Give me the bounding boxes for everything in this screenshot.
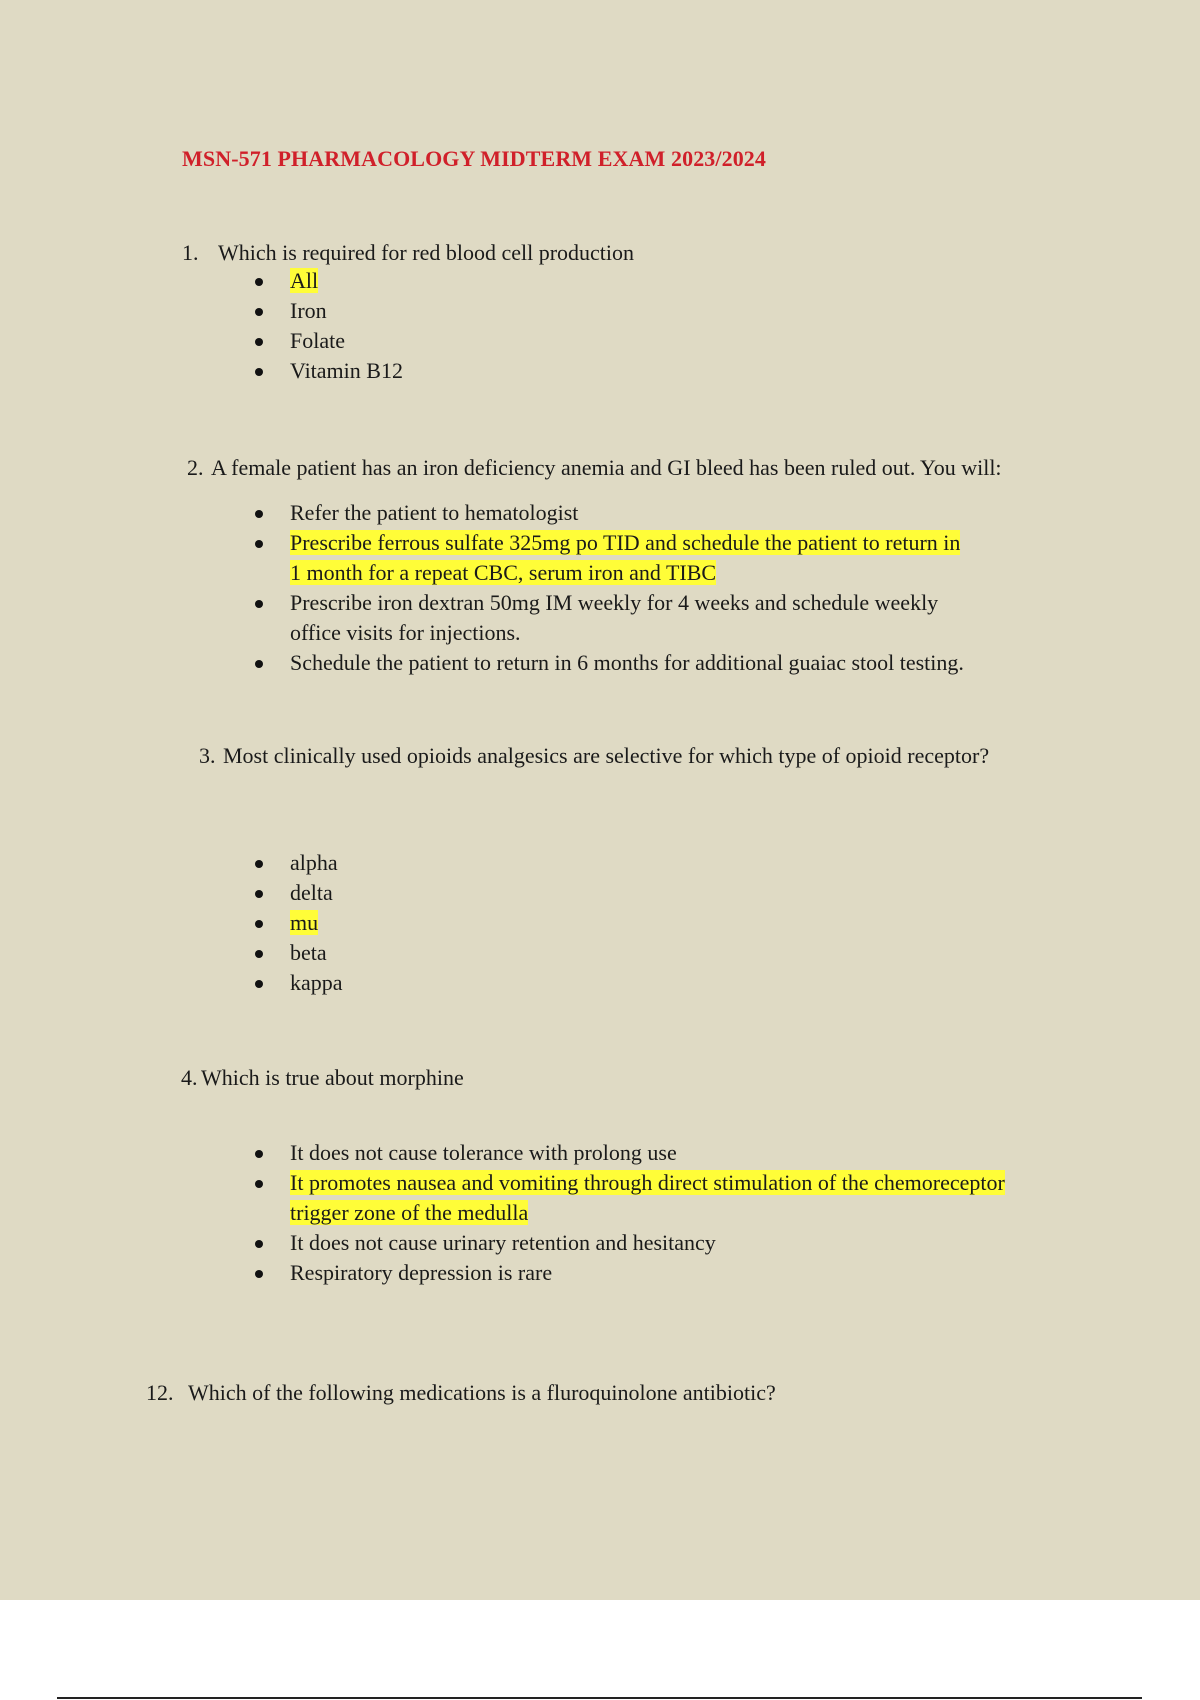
bullet-icon	[255, 1180, 263, 1188]
bullet-icon	[255, 860, 263, 868]
question-2	[187, 453, 1002, 483]
bullet-icon	[255, 660, 263, 668]
bullet-icon	[255, 950, 263, 958]
option-text: kappa	[290, 970, 343, 995]
footer-divider	[57, 1697, 1142, 1699]
bullet-icon	[255, 1240, 263, 1248]
option-text: Schedule the patient to return in 6 months for additional guaiac stool testing.	[290, 650, 964, 675]
bullet-icon	[255, 1270, 263, 1278]
option-text: All	[290, 268, 319, 293]
option-item	[0, 356, 1090, 386]
option-text: mu	[290, 910, 319, 935]
option-text: Folate	[290, 328, 345, 353]
bullet-icon	[255, 308, 263, 316]
option-text: office visits for injections.	[290, 620, 521, 645]
bullet-icon	[255, 890, 263, 898]
options-list	[0, 1138, 1090, 1288]
bullet-icon	[255, 1150, 263, 1158]
question-number: 1.	[182, 240, 199, 265]
question-text: Which is true about morphine	[201, 1065, 464, 1090]
option-item	[0, 528, 1090, 588]
option-text: trigger zone of the medulla	[290, 1200, 529, 1225]
bullet-icon	[255, 540, 263, 548]
question-12	[146, 1378, 776, 1408]
option-item	[0, 266, 1090, 296]
option-item	[0, 1168, 1090, 1228]
question-text: Which of the following medications is a fluroquinolone antibiotic?	[188, 1380, 776, 1405]
question-text: Most clinically used opioids analgesics are selective for which type of opioid receptor?	[223, 743, 990, 768]
option-item	[0, 938, 1090, 968]
option-text: It does not cause tolerance with prolong use	[290, 1140, 677, 1165]
question-number: 2.	[187, 455, 204, 480]
option-item	[0, 878, 1090, 908]
option-text: Prescribe ferrous sulfate 325mg po TID and schedule the patient to return in	[290, 530, 961, 555]
question-4	[181, 1063, 464, 1093]
options-list	[0, 266, 1090, 386]
bullet-icon	[255, 368, 263, 376]
option-text: Prescribe iron dextran 50mg IM weekly for 4 weeks and schedule weekly	[290, 590, 939, 615]
question-text: Which is required for red blood cell production	[218, 240, 635, 265]
option-item	[0, 498, 1090, 528]
option-text: delta	[290, 880, 333, 905]
option-item	[0, 296, 1090, 326]
question-number: 3.	[199, 743, 216, 768]
option-item	[0, 588, 1090, 648]
bullet-icon	[255, 920, 263, 928]
option-item	[0, 968, 1090, 998]
bullet-icon	[255, 600, 263, 608]
option-item	[0, 1228, 1090, 1258]
option-item	[0, 648, 1090, 678]
bullet-icon	[255, 278, 263, 286]
question-number: 12.	[146, 1380, 174, 1405]
bullet-icon	[255, 338, 263, 346]
option-text: beta	[290, 940, 327, 965]
bullet-icon	[255, 980, 263, 988]
option-text: Refer the patient to hematologist	[290, 500, 579, 525]
question-1	[182, 238, 634, 268]
option-item	[0, 326, 1090, 356]
options-list	[0, 498, 1090, 678]
question-text: A female patient has an iron deficiency anemia and GI bleed has been ruled out. You will:	[211, 455, 1002, 480]
option-text: It promotes nausea and vomiting through direct stimulation of the chemoreceptor	[290, 1170, 1005, 1195]
question-3	[199, 741, 989, 771]
options-list	[0, 848, 1090, 998]
option-text: 1 month for a repeat CBC, serum iron and TIBC	[290, 560, 717, 585]
option-item	[0, 1258, 1090, 1288]
option-item	[0, 908, 1090, 938]
option-text: Respiratory depression is rare	[290, 1260, 553, 1285]
option-text: alpha	[290, 850, 338, 875]
option-text: It does not cause urinary retention and hesitancy	[290, 1230, 716, 1255]
page-title: MSN-571 PHARMACOLOGY MIDTERM EXAM 2023/2024	[182, 146, 767, 171]
option-item	[0, 1138, 1090, 1168]
question-number: 4.	[181, 1065, 198, 1090]
option-text: Iron	[290, 298, 327, 323]
bullet-icon	[255, 510, 263, 518]
option-item	[0, 848, 1090, 878]
option-text: Vitamin B12	[290, 358, 403, 383]
